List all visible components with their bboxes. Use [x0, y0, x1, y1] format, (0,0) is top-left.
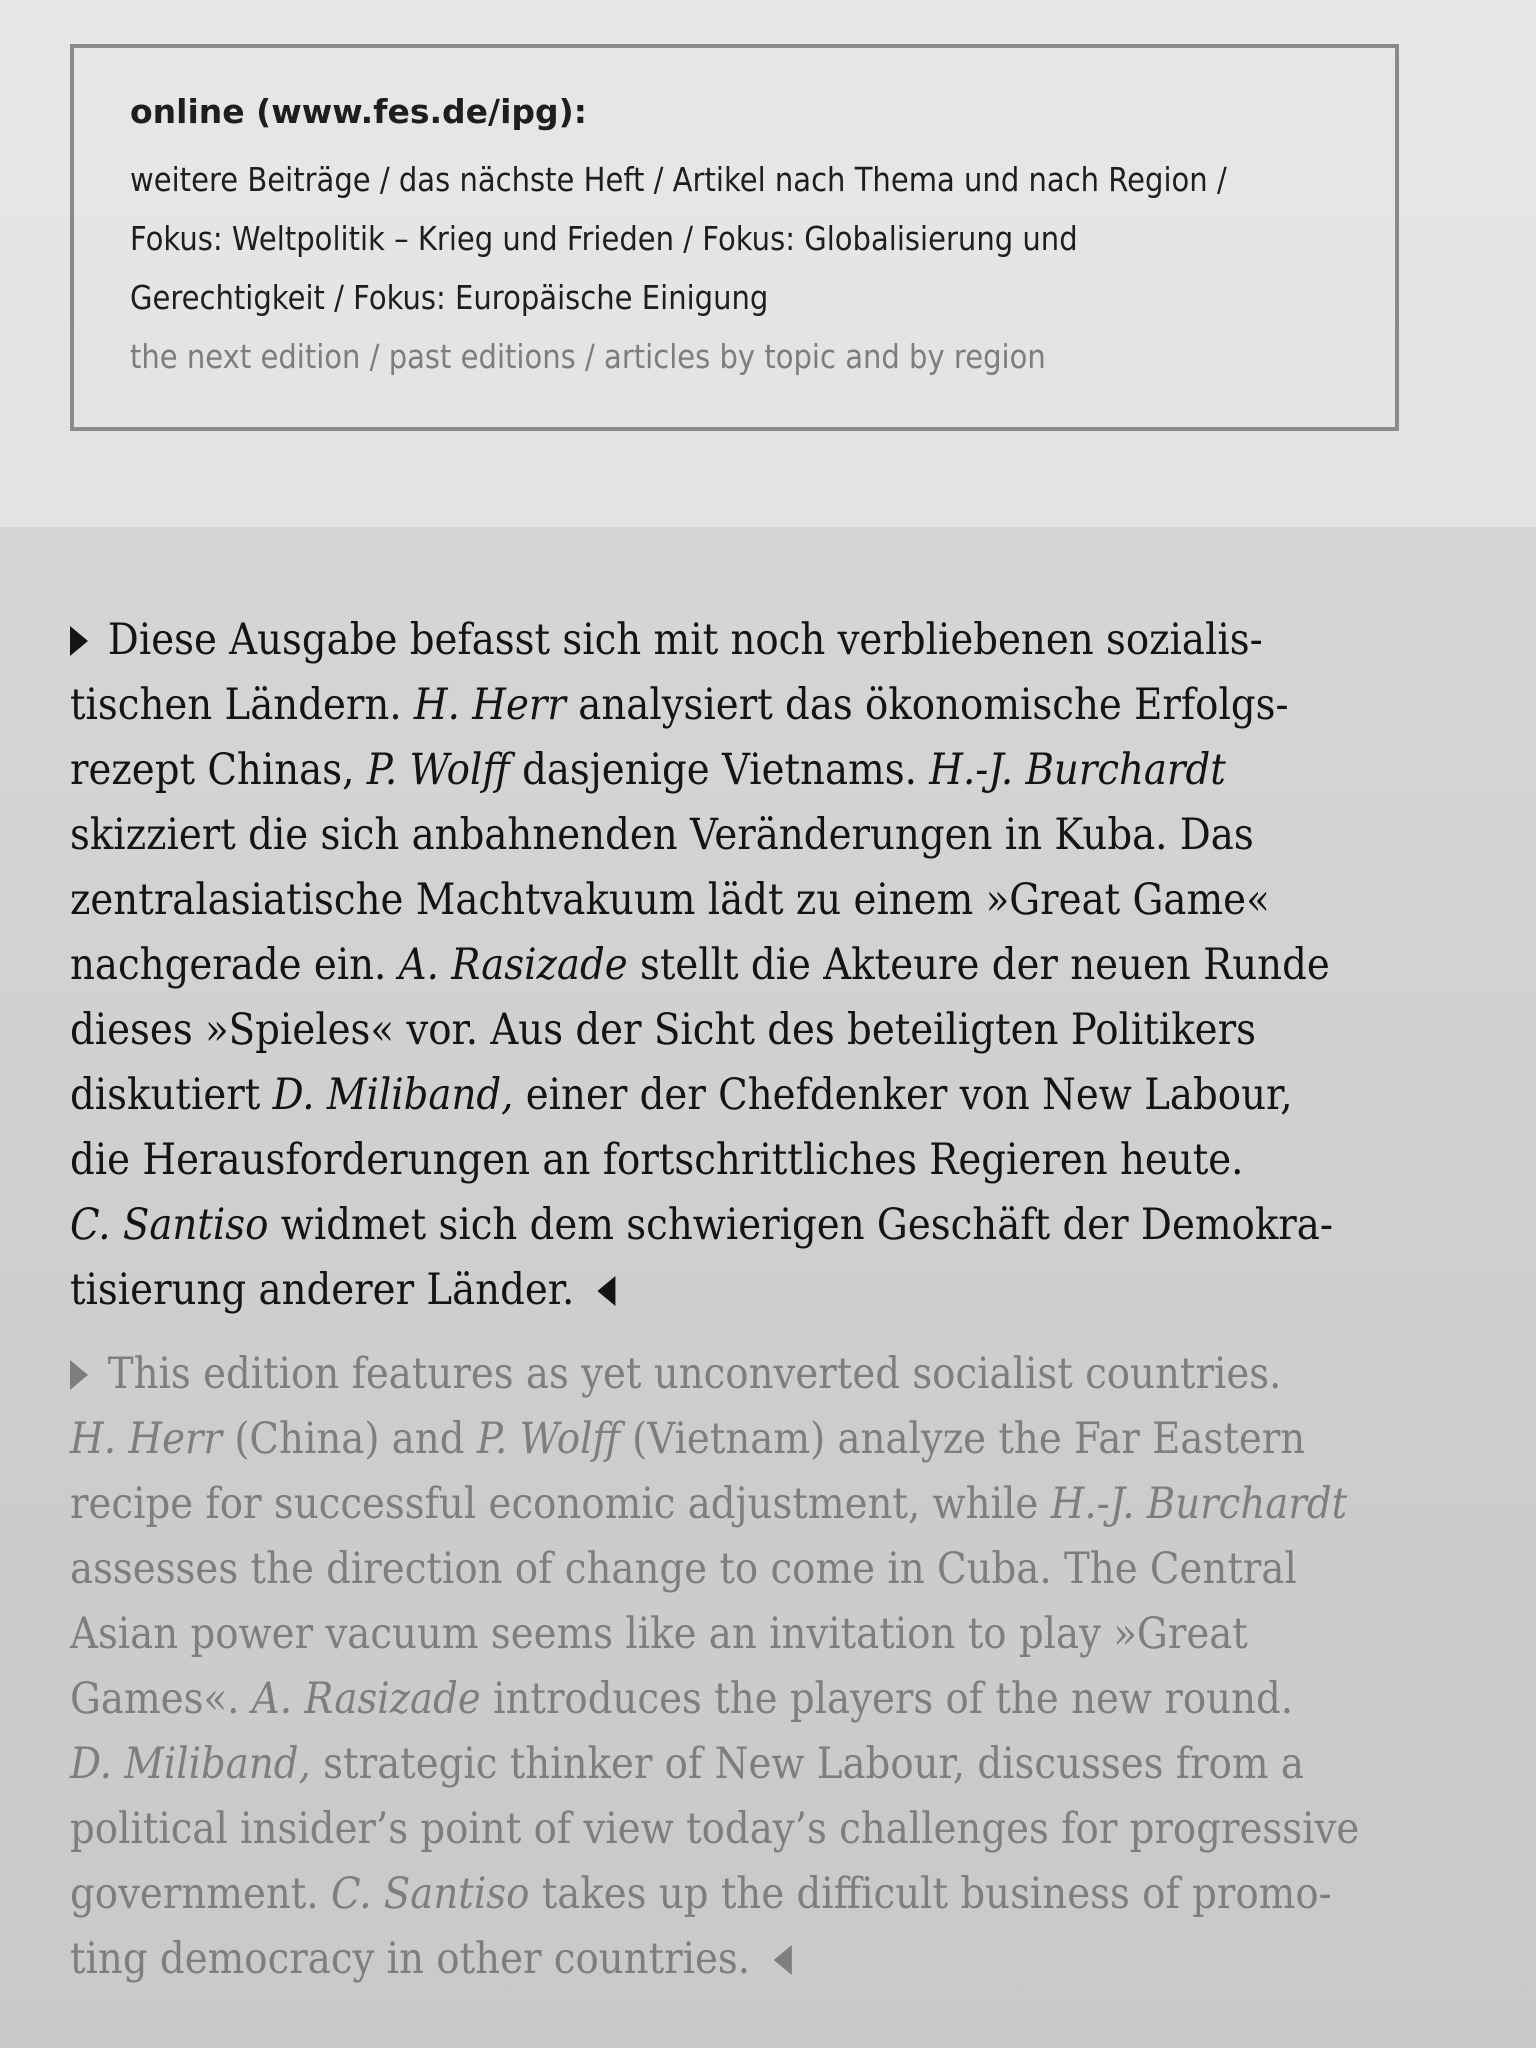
- text: tisierung anderer Länder.: [70, 1265, 575, 1315]
- text: introduces the players of the new round.: [493, 1674, 1294, 1724]
- online-line-en: the next edition / past editions / articles by topic and by region: [130, 337, 1046, 376]
- blurb-en-line-6: [70, 1667, 1359, 1732]
- author-herr: H. Herr: [70, 1414, 223, 1464]
- text: takes up the difficult business of promo-: [541, 1869, 1332, 1919]
- blurb-de-line-2: [70, 673, 1333, 738]
- triangle-left-icon: [773, 1945, 791, 1975]
- text: (Vietnam) analyze the Far Eastern: [632, 1414, 1306, 1464]
- blurb-de-line-7: dieses »Spieles« vor. Aus der Sicht des beteiligten Politikers: [70, 1005, 1256, 1055]
- text: einer der Chefdenker von New Labour,: [525, 1070, 1293, 1120]
- blurb-de-line-6: [70, 933, 1333, 998]
- blurb-en-line-8: political insider’s point of view today’s challenges for progressive: [70, 1804, 1360, 1854]
- blurb-en-line-9: [70, 1862, 1359, 1927]
- text: This edition features as yet unconverted socialist countries.: [107, 1349, 1282, 1399]
- blurb-en-line-7: [70, 1732, 1359, 1797]
- triangle-left-icon: [598, 1276, 616, 1306]
- blurb-en-line-5: Asian power vacuum seems like an invitation to play »Great: [70, 1609, 1248, 1659]
- author-rasizade: A. Rasizade: [398, 940, 628, 990]
- text: ting democracy in other countries.: [70, 1934, 751, 1984]
- author-wolff: P. Wolff: [476, 1414, 620, 1464]
- author-santiso: C. Santiso: [70, 1200, 269, 1250]
- author-santiso: C. Santiso: [330, 1869, 530, 1919]
- blurb-en-line-2: [70, 1407, 1359, 1472]
- blurb-de-line-11: [70, 1258, 1333, 1323]
- author-miliband: D. Miliband,: [272, 1070, 514, 1120]
- author-herr: H. Herr: [413, 680, 566, 730]
- blurb-german: [70, 608, 1473, 1323]
- blurb-de-line-1: [70, 608, 1333, 673]
- triangle-right-icon: [70, 626, 88, 656]
- blurb-de-line-10: [70, 1193, 1333, 1258]
- blurb-english: [70, 1342, 1502, 1992]
- blurb-de-line-3: [70, 738, 1333, 803]
- text: diskutiert: [70, 1070, 261, 1120]
- online-line-de-1: weitere Beiträge / das nächste Heft / Artikel nach Thema und nach Region /: [130, 160, 1227, 199]
- text: rezept Chinas,: [70, 745, 355, 795]
- blurb-en-line-3: [70, 1472, 1359, 1537]
- blurb-en-line-10: [70, 1927, 1359, 1992]
- blurb-de-line-9: die Herausforderungen an fortschrittliches Regieren heute.: [70, 1135, 1244, 1185]
- blurb-de-line-4: skizziert die sich anbahnenden Veränderungen in Kuba. Das: [70, 810, 1254, 860]
- text: government.: [70, 1869, 319, 1919]
- online-info-box: [70, 44, 1399, 431]
- author-miliband: D. Miliband,: [70, 1739, 311, 1789]
- blurb-en-line-1: [70, 1342, 1359, 1407]
- blurb-de-line-5: zentralasiatische Machtvakuum lädt zu einem »Great Game«: [70, 875, 1270, 925]
- text: nachgerade ein.: [70, 940, 387, 990]
- blurb-de-line-8: [70, 1063, 1333, 1128]
- text: stellt die Akteure der neuen Runde: [639, 940, 1330, 990]
- text: dasjenige Vietnams.: [522, 745, 917, 795]
- blurb-en-line-4: assesses the direction of change to come in Cuba. The Central: [70, 1544, 1297, 1594]
- text: analysiert das ökonomische Erfolgs-: [578, 680, 1289, 730]
- text: tischen Ländern.: [70, 680, 402, 730]
- text: (China) and: [234, 1414, 465, 1464]
- author-burchardt: H.-J. Burchardt: [1050, 1479, 1348, 1529]
- online-line-de-2: Fokus: Weltpolitik – Krieg und Frieden / Fokus: Globalisierung und: [130, 219, 1078, 258]
- author-burchardt: H.-J. Burchardt: [929, 745, 1226, 795]
- online-heading: online (www.fes.de/ipg):: [130, 92, 587, 131]
- text: Diese Ausgabe befasst sich mit noch verbliebenen sozialis-: [107, 615, 1263, 665]
- text: widmet sich dem schwierigen Geschäft der Demokra-: [280, 1200, 1333, 1250]
- online-line-de-3: Gerechtigkeit / Fokus: Europäische Einigung: [130, 278, 769, 317]
- text: Games«.: [70, 1674, 240, 1724]
- text: strategic thinker of New Labour, discusses from a: [323, 1739, 1304, 1789]
- text: recipe for successful economic adjustment, while: [70, 1479, 1039, 1529]
- author-rasizade: A. Rasizade: [251, 1674, 481, 1724]
- triangle-right-icon: [70, 1360, 88, 1390]
- author-wolff: P. Wolff: [366, 745, 510, 795]
- top-section: [0, 0, 1536, 527]
